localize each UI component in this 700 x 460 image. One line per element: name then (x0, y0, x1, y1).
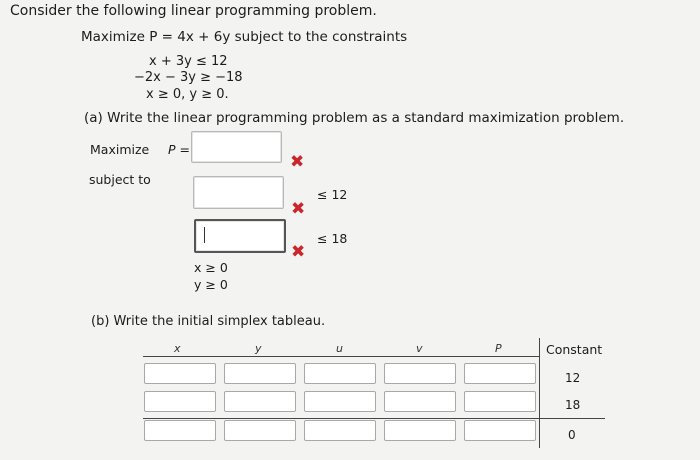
column-header-u: u (336, 342, 343, 355)
tableau-cell-r3-x[interactable] (144, 420, 216, 441)
column-header-y: y (255, 342, 262, 355)
part-b-prompt: (b) Write the initial simplex tableau. (91, 314, 326, 329)
tableau-cell-r1-x[interactable] (144, 363, 216, 384)
constraint-2: −2x − 3y ≥ −18 (134, 70, 243, 85)
tableau-cell-r1-y[interactable] (224, 363, 296, 384)
constraint-2-rhs: ≤ 18 (317, 231, 348, 246)
constraint-1: x + 3y ≤ 12 (149, 54, 228, 69)
x-nonnegative: x ≥ 0 (194, 260, 228, 275)
tableau-cell-r2-x[interactable] (144, 391, 216, 412)
incorrect-icon: ✖ (291, 242, 306, 262)
tableau-cell-r3-v[interactable] (384, 420, 456, 441)
tableau-cell-r3-u[interactable] (304, 420, 376, 441)
tableau-cell-r3-y[interactable] (224, 420, 296, 441)
tableau-constant-r1: 12 (565, 371, 581, 385)
maximize-label: Maximize (90, 142, 150, 157)
constraint-2-input[interactable] (194, 219, 286, 253)
tableau-cell-r1-v[interactable] (384, 363, 456, 384)
incorrect-icon: ✖ (290, 152, 305, 172)
tableau-divider (539, 338, 540, 448)
tableau-constant-r3: 0 (568, 428, 576, 442)
column-header-x: x (174, 342, 181, 355)
column-header-constant: Constant (546, 342, 603, 357)
objective-input[interactable] (191, 131, 282, 163)
tableau-objective-rule (143, 418, 605, 419)
part-a-prompt: (a) Write the linear programming problem as a standard maximization problem. (84, 110, 625, 126)
column-header-v: v (416, 342, 423, 355)
column-header-p: P (495, 342, 502, 355)
tableau-cell-r2-p[interactable] (464, 391, 536, 412)
incorrect-icon: ✖ (291, 199, 306, 219)
tableau-header-rule (143, 356, 539, 357)
constraint-1-input[interactable] (193, 176, 284, 209)
tableau-cell-r2-y[interactable] (224, 391, 296, 412)
tableau-cell-r3-p[interactable] (464, 420, 536, 441)
constraint-nonnegativity: x ≥ 0, y ≥ 0. (146, 87, 229, 102)
p-equals-label: P = (168, 142, 190, 157)
tableau-constant-r2: 18 (565, 398, 581, 412)
text-cursor (204, 227, 205, 243)
problem-intro: Consider the following linear programming problem. (10, 3, 377, 19)
subject-to-label: subject to (89, 172, 151, 187)
objective-statement: Maximize P = 4x + 6y subject to the constraints (81, 29, 408, 45)
y-nonnegative: y ≥ 0 (194, 277, 228, 292)
tableau-cell-r1-p[interactable] (464, 363, 536, 384)
tableau-cell-r1-u[interactable] (304, 363, 376, 384)
constraint-1-rhs: ≤ 12 (317, 187, 348, 202)
tableau-cell-r2-v[interactable] (384, 391, 456, 412)
tableau-cell-r2-u[interactable] (304, 391, 376, 412)
